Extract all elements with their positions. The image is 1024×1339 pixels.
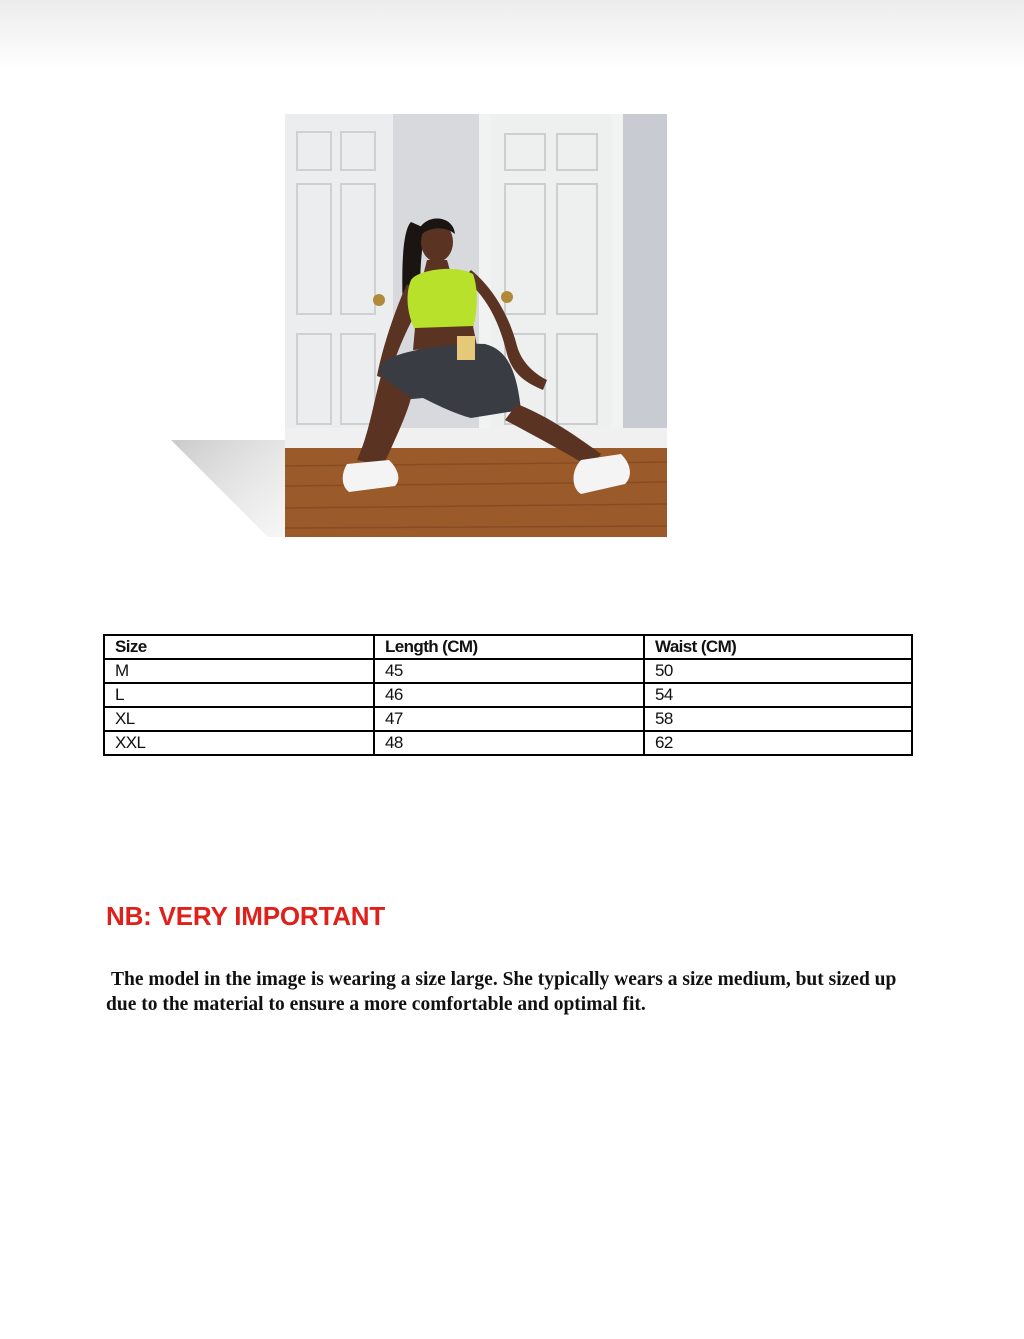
cell-waist: 58 (644, 707, 912, 731)
cell-waist: 50 (644, 659, 912, 683)
notice-body: The model in the image is wearing a size large. She typically wears a size medium, but sized up due to the material to ensure a more comfortable and optimal fit. (106, 969, 897, 1015)
size-chart-table (103, 634, 913, 756)
cell-size: XL (104, 707, 374, 731)
cell-size: XXL (104, 731, 374, 755)
cell-waist: 54 (644, 683, 912, 707)
table-row (104, 707, 912, 731)
header-waist: Waist (CM) (644, 635, 912, 659)
table-row (104, 659, 912, 683)
header-length: Length (CM) (374, 635, 644, 659)
cell-length: 47 (374, 707, 644, 731)
cell-length: 46 (374, 683, 644, 707)
cell-length: 48 (374, 731, 644, 755)
model-photo (285, 114, 667, 537)
page-top-shading (0, 0, 1024, 70)
table-row (104, 683, 912, 707)
notice-title: NB: VERY IMPORTANT (106, 901, 386, 931)
cell-size: L (104, 683, 374, 707)
table-row (104, 731, 912, 755)
table-header-row (104, 635, 912, 659)
cell-waist: 62 (644, 731, 912, 755)
cell-size: M (104, 659, 374, 683)
cell-length: 45 (374, 659, 644, 683)
header-size: Size (104, 635, 374, 659)
